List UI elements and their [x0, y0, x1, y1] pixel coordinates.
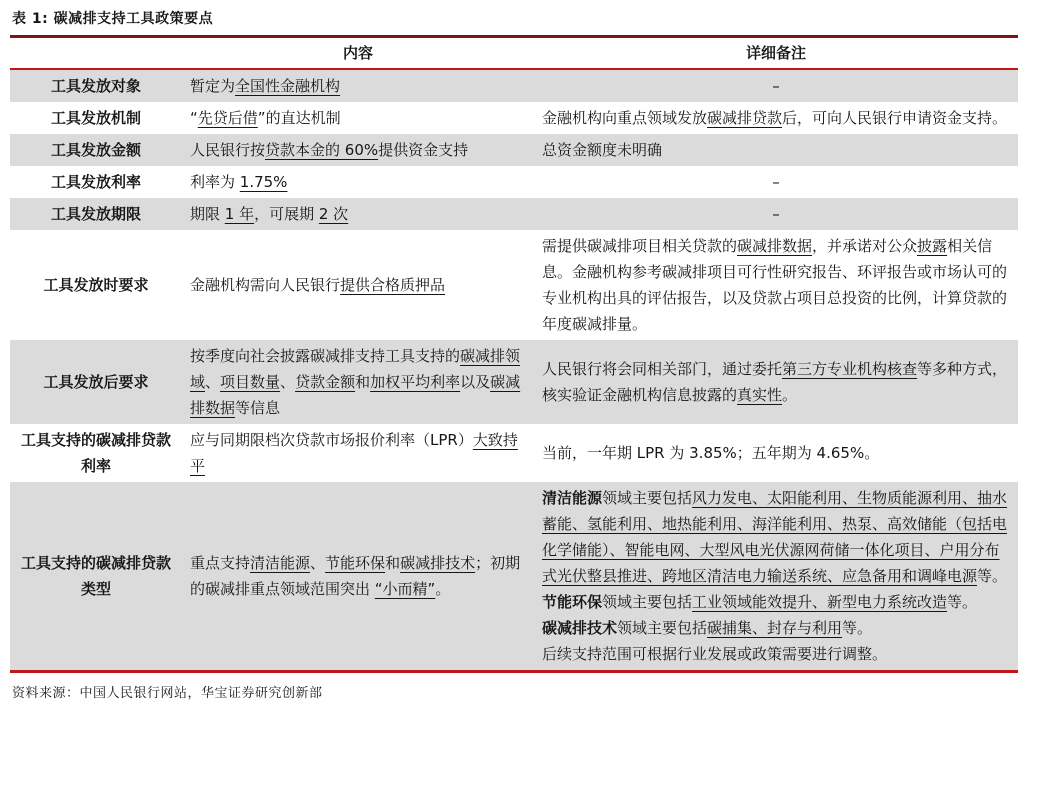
underlined-text: 提供合格质押品 [340, 276, 446, 294]
cell-paragraph [542, 137, 1010, 163]
text-segment: 领域主要包括 [602, 593, 693, 611]
text-segment: 总资金额度未明确 [542, 141, 663, 159]
row-label: 工具发放对象 [50, 77, 141, 95]
table-row [10, 69, 1018, 102]
row-label: 工具发放机制 [50, 109, 141, 127]
content-cell [182, 69, 534, 102]
table-row [10, 102, 1018, 134]
text-segment: ，并承诺对公众 [812, 237, 918, 255]
text-segment: 金融机构向重点领域发放 [542, 109, 708, 127]
table-row [10, 340, 1018, 424]
text-segment: 利率为 [190, 173, 240, 191]
row-label: 工具发放时要求 [43, 276, 149, 294]
row-label: 工具发放期限 [50, 205, 141, 223]
text-segment: 。 [435, 580, 451, 598]
content-cell [182, 198, 534, 230]
underlined-text: 第三方专业机构核查 [782, 360, 918, 378]
text-segment: 按季度向社会披露碳减排支持工具支持的 [190, 347, 461, 365]
underlined-text: 加权平均利率 [370, 373, 461, 391]
underlined-text: 贷款本金的 60% [265, 141, 379, 159]
column-header-content: 内容 [182, 37, 534, 70]
table-row [10, 198, 1018, 230]
content-cell [182, 166, 534, 198]
header-row [10, 37, 1018, 70]
text-segment: 等。 [947, 593, 978, 611]
row-label: 工具发放金额 [50, 141, 141, 159]
cell-paragraph [190, 73, 526, 99]
text-segment: 暂定为 [190, 77, 236, 95]
text-segment: 相关信息。金融机构参考碳减排项目可行性研究报告、环评报告或市场认可的专业机构出具的评估报告，以及贷款占项目总投资的比例，计算贷款的年度碳减排量。 [542, 237, 1008, 333]
underlined-text: 碳捕集、封存与利用 [707, 619, 843, 637]
content-cell [182, 230, 534, 340]
text-segment: ”的直达机制 [257, 109, 341, 127]
table-header [10, 37, 1018, 70]
underlined-text: 碳减排数据 [190, 373, 521, 417]
underlined-text: 真实性 [737, 386, 783, 404]
cell-paragraph [190, 169, 526, 195]
text-segment: 领域主要包括 [617, 619, 708, 637]
notes-cell [534, 424, 1018, 482]
notes-cell [534, 198, 1018, 230]
policy-table [10, 35, 1018, 673]
notes-cell [534, 482, 1018, 672]
text-segment: 应与同期限档次贷款市场报价利率（LPR） [190, 431, 473, 449]
cell-paragraph [542, 105, 1010, 131]
text-segment: 和 [355, 373, 371, 391]
cell-paragraph [542, 233, 1010, 337]
text-segment: 需提供碳减排项目相关贷款的 [542, 237, 738, 255]
underlined-text: 碳减排领域 [190, 347, 521, 391]
underlined-text: 碳减排技术 [400, 554, 476, 572]
text-segment: 当前，一年期 LPR 为 3.85%；五年期为 4.65%。 [542, 444, 880, 462]
text-segment: 、 [310, 554, 326, 572]
content-cell [182, 424, 534, 482]
underlined-text: 披露 [917, 237, 948, 255]
notes-cell [534, 340, 1018, 424]
cell-paragraph [190, 201, 526, 227]
text-segment: 人民银行将会同相关部门，通过委托 [542, 360, 783, 378]
underlined-text: 风力发电、太阳能利用、生物质能源利用、抽水蓄能、氢能利用、地热能利用、海洋能利用、热泵、高效储能（包括电化学储能）、智能电网、大型风电光伏源网荷储一体化项目、户用分布式光伏整县推进、跨地区清洁电力输送系统、应急备用和调峰电源 [542, 489, 1008, 585]
underlined-text: 1 年 [224, 205, 255, 223]
source-note: 资料来源：中国人民银行网站，华宝证券研究创新部 [12, 686, 323, 701]
underlined-text: 全国性金融机构 [235, 77, 341, 95]
underlined-text: 先贷后借 [197, 109, 258, 127]
text-segment: 。 [782, 386, 798, 404]
bold-text: 清洁能源 [542, 489, 603, 507]
text-segment: 后续支持范围可根据行业发展或政策需要进行调整。 [542, 645, 888, 663]
text-segment: 、 [280, 373, 296, 391]
underlined-text: 2 次 [318, 205, 349, 223]
text-segment: 、 [205, 373, 221, 391]
content-cell [182, 482, 534, 672]
text-segment: 等。 [977, 567, 1008, 585]
text-segment: 等信息 [235, 399, 281, 417]
underlined-text: 清洁能源 [250, 554, 311, 572]
cell-paragraph [190, 272, 526, 298]
cell-paragraph [542, 73, 1010, 99]
text-segment: 人民银行按 [190, 141, 266, 159]
table-title: 表 1: 碳减排支持工具政策要点 [12, 11, 214, 27]
text-segment: – [772, 173, 780, 191]
table-row [10, 134, 1018, 166]
table-body [10, 69, 1018, 672]
underlined-text: “小而精” [374, 580, 436, 598]
cell-paragraph [542, 440, 1010, 466]
text-segment: – [772, 77, 780, 95]
underlined-text: 项目数量 [220, 373, 281, 391]
cell-paragraph [190, 550, 526, 602]
text-segment: 后，可向人民银行申请资金支持。 [782, 109, 1008, 127]
row-label: 工具支持的碳减排贷款利率 [20, 431, 171, 475]
row-label: 工具支持的碳减排贷款类型 [20, 554, 171, 598]
text-segment: 期限 [190, 205, 225, 223]
cell-paragraph [542, 356, 1010, 408]
underlined-text: 碳减排数据 [737, 237, 813, 255]
underlined-text: 节能环保 [325, 554, 386, 572]
text-segment: 领域主要包括 [602, 489, 693, 507]
underlined-text: 工业领域能效提升、新型电力系统改造 [692, 593, 948, 611]
row-label: 工具发放后要求 [43, 373, 149, 391]
table-row [10, 424, 1018, 482]
column-header-label [10, 37, 182, 70]
notes-cell [534, 69, 1018, 102]
table-row [10, 166, 1018, 198]
row-label: 工具发放利率 [50, 173, 141, 191]
text-segment: 等。 [842, 619, 873, 637]
notes-cell [534, 230, 1018, 340]
text-segment: 以及 [460, 373, 491, 391]
cell-paragraph [190, 427, 526, 479]
content-cell [182, 134, 534, 166]
notes-cell [534, 134, 1018, 166]
text-segment: ；初期的碳减排重点领域范围突出 [190, 554, 521, 598]
notes-cell [534, 166, 1018, 198]
cell-paragraph [190, 137, 526, 163]
table-row [10, 482, 1018, 672]
underlined-text: 贷款金额 [295, 373, 356, 391]
text-segment: 重点支持 [190, 554, 251, 572]
table-row [10, 230, 1018, 340]
content-cell [182, 102, 534, 134]
cell-paragraph [190, 105, 526, 131]
cell-paragraph [542, 169, 1010, 195]
column-header-notes: 详细备注 [534, 37, 1018, 70]
cell-paragraph [542, 615, 1010, 641]
text-segment: ，可展期 [254, 205, 319, 223]
text-segment: “ [190, 109, 198, 127]
text-segment: – [772, 205, 780, 223]
cell-paragraph [542, 641, 1010, 667]
cell-paragraph [542, 201, 1010, 227]
text-segment: 等多种方式，核实验证金融机构信息披露的 [542, 360, 1008, 404]
bold-text: 碳减排技术 [542, 619, 618, 637]
bold-text: 节能环保 [542, 593, 603, 611]
text-segment: 和 [385, 554, 401, 572]
text-segment: 金融机构需向人民银行 [190, 276, 341, 294]
cell-paragraph [542, 485, 1010, 589]
underlined-text: 大致持平 [190, 431, 518, 475]
content-cell [182, 340, 534, 424]
underlined-text: 1.75% [239, 173, 288, 191]
text-segment: 提供资金支持 [378, 141, 469, 159]
cell-paragraph [542, 589, 1010, 615]
cell-paragraph [190, 343, 526, 421]
notes-cell [534, 102, 1018, 134]
underlined-text: 碳减排贷款 [707, 109, 783, 127]
